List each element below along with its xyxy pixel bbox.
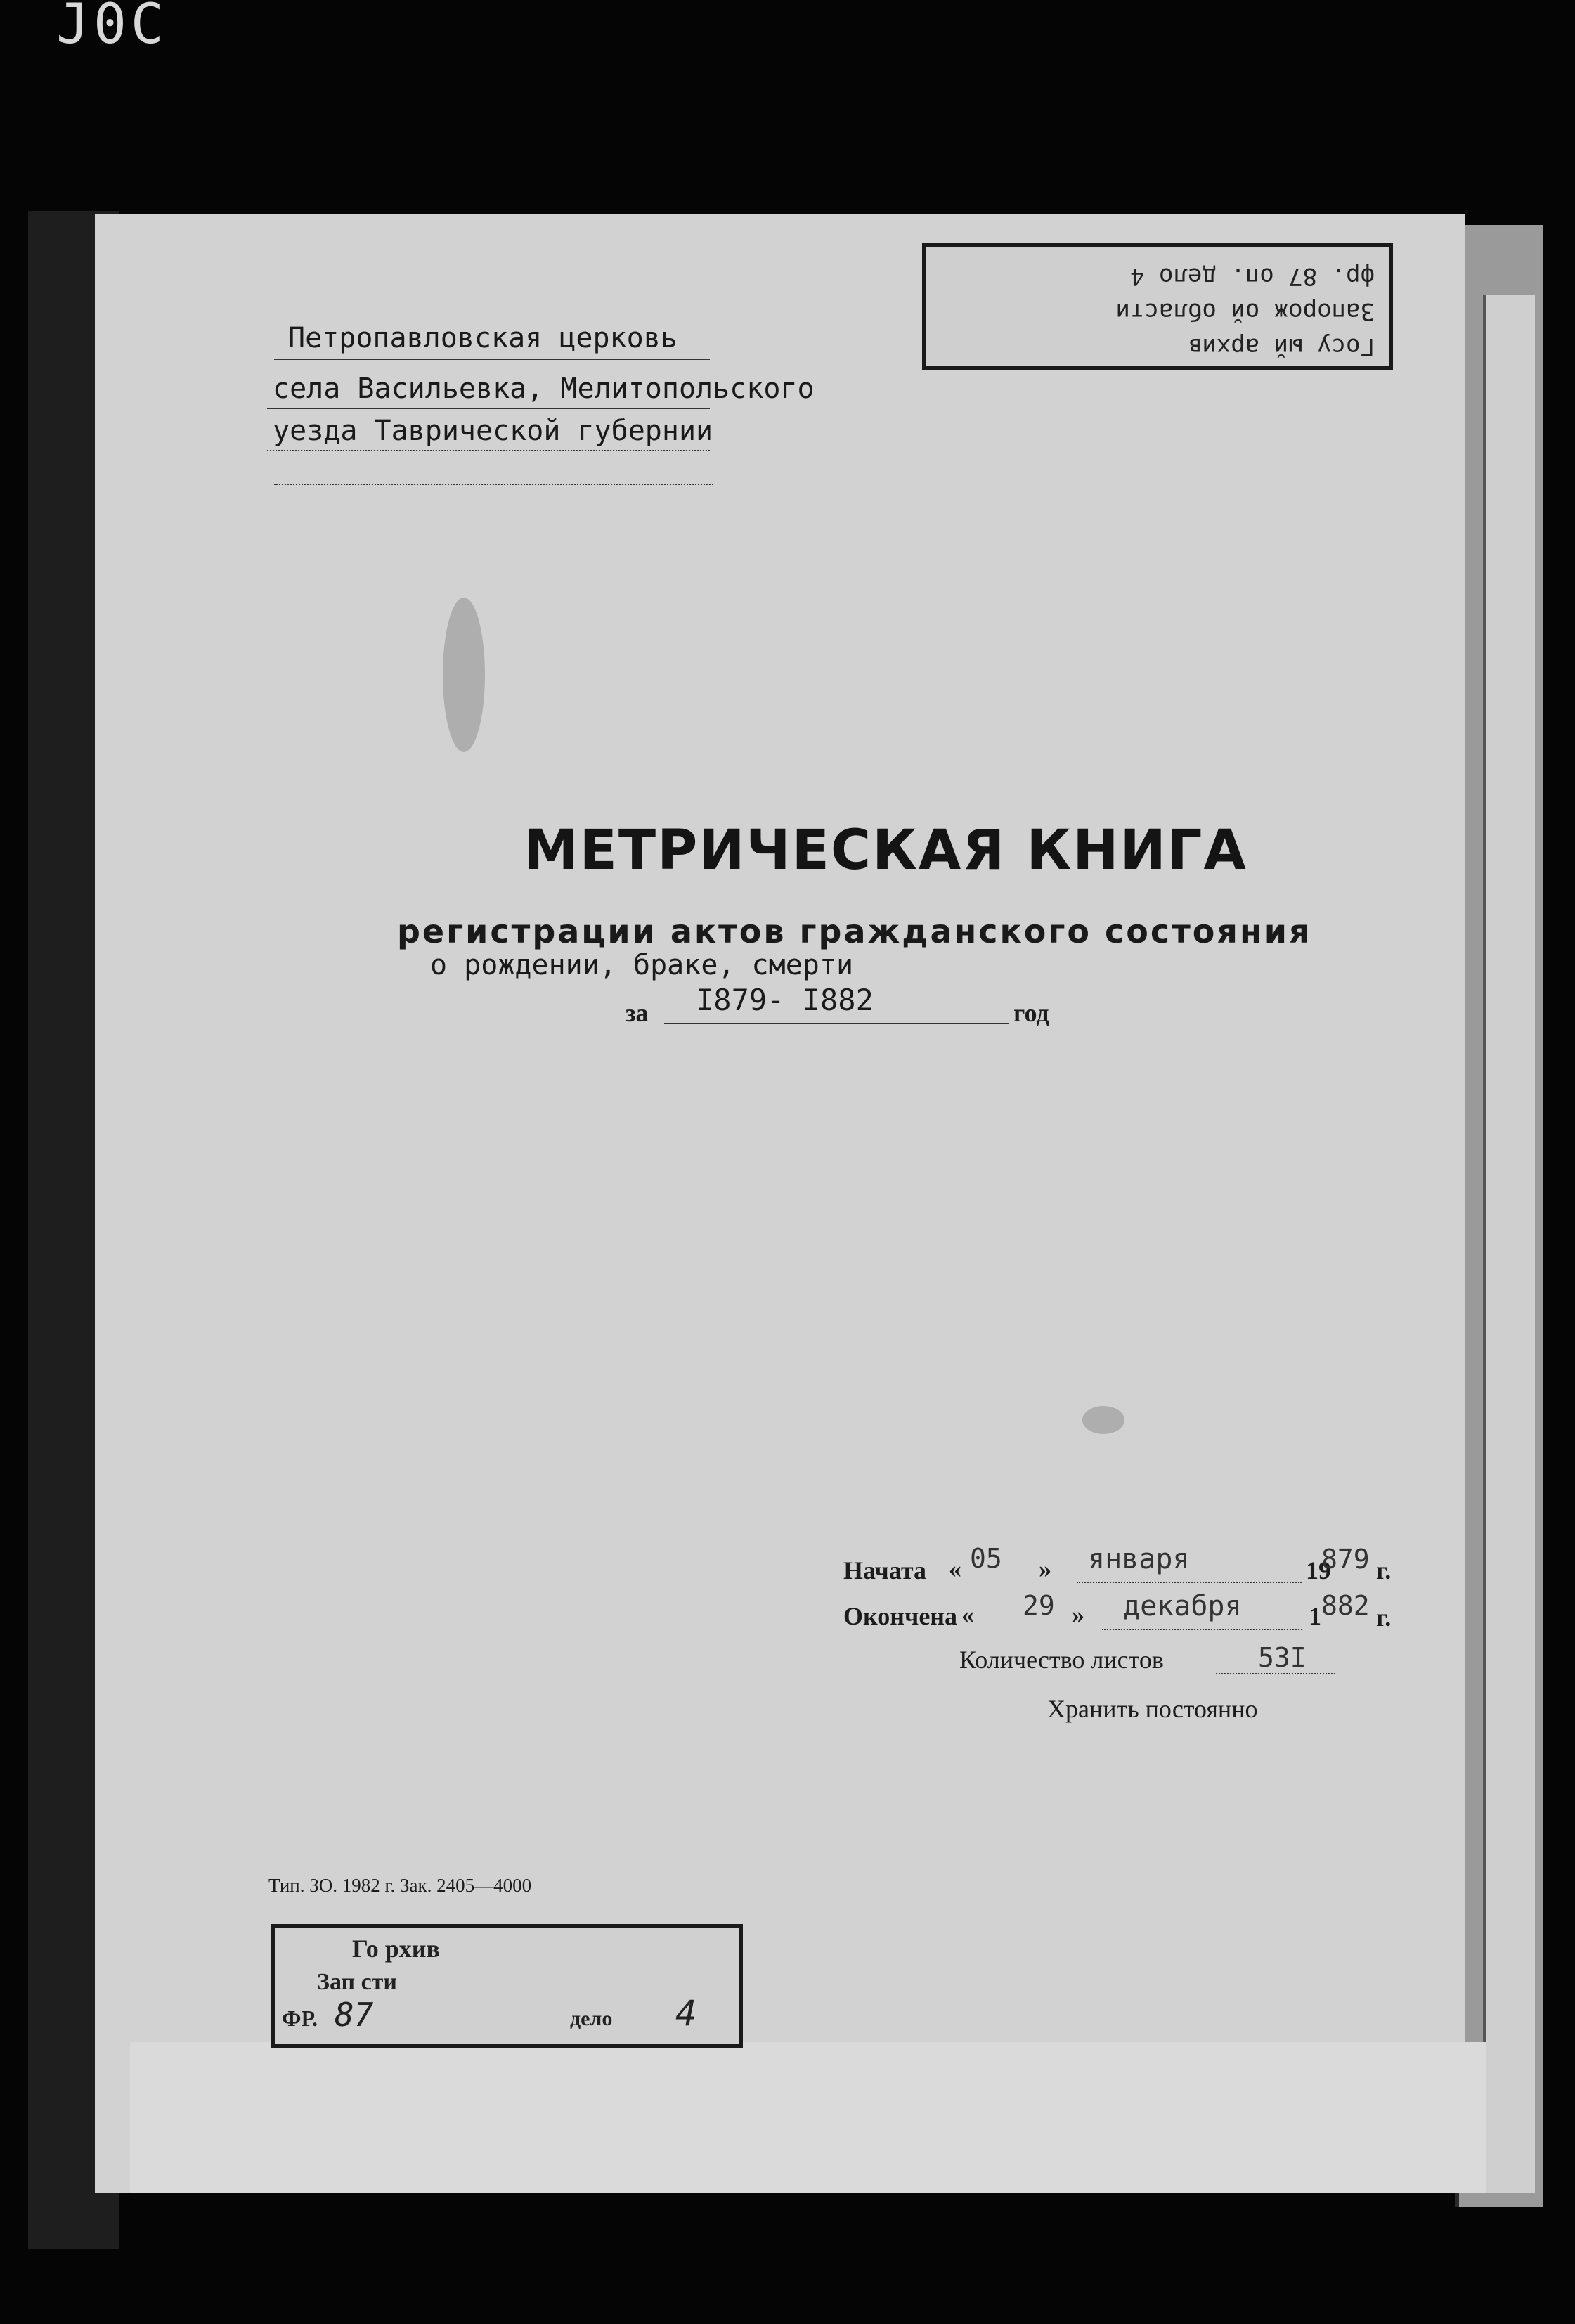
ended-month-rule <box>1102 1629 1302 1630</box>
ended-year-prefix: 1 <box>1309 1602 1321 1630</box>
ended-year: 882 <box>1321 1590 1370 1621</box>
started-close-quote: » <box>1039 1555 1051 1583</box>
ended-close-quote: » <box>1072 1601 1084 1629</box>
archive-stamp-top <box>922 243 1393 370</box>
ended-day: 29 <box>1023 1590 1055 1621</box>
started-month: января <box>1088 1543 1190 1575</box>
sheet-bottom-strip <box>130 2042 1486 2193</box>
document-subtitle-2: о рождении, браке, смерти <box>430 949 854 981</box>
church-line-1: Петропавловская церковь <box>288 322 678 354</box>
started-day: 05 <box>970 1543 1002 1574</box>
stamp-bottom-line-2: Зап сти <box>317 1969 397 1995</box>
started-year: 879 <box>1321 1544 1370 1575</box>
period-suffix: год <box>1013 999 1049 1027</box>
document-title: МЕТРИЧЕСКАЯ КНИГА <box>524 819 1247 882</box>
archive-stamp-bottom <box>271 1924 743 2048</box>
period-rule <box>664 1023 1009 1024</box>
started-suffix: г. <box>1376 1556 1392 1584</box>
stamp-bottom-line-1: Го рхив <box>352 1935 440 1963</box>
printer-imprint: Тип. ЗО. 1982 г. Зак. 2405—4000 <box>268 1875 532 1896</box>
smudge <box>1082 1406 1124 1434</box>
started-open-quote: « <box>949 1555 961 1583</box>
started-month-rule <box>1077 1582 1302 1583</box>
period-prefix: за <box>626 999 649 1027</box>
church-line-1-rule <box>274 359 710 360</box>
stamp-top-line-1: Госу ый архив <box>1187 333 1375 361</box>
sheets-value: 53I <box>1258 1642 1307 1673</box>
storage-note: Хранить постоянно <box>1047 1695 1258 1723</box>
ended-open-quote: « <box>961 1601 974 1629</box>
stamp-bottom-fond-label: ФР. <box>282 2006 318 2031</box>
document-subtitle: регистрации актов гражданского состояния <box>397 912 1312 950</box>
church-blank-rule <box>274 484 713 485</box>
church-line-2: села Васильевка, Мелитопольского <box>273 373 815 405</box>
ended-month: декабря <box>1123 1590 1242 1622</box>
church-line-2-rule <box>267 408 710 409</box>
stamp-bottom-delo-label: дело <box>570 2007 613 2030</box>
sheets-label: Количество листов <box>959 1646 1164 1674</box>
church-line-3: уезда Таврической губернии <box>273 415 713 447</box>
page-edges-inner <box>1483 295 1535 2193</box>
started-year-prefix: 19 <box>1306 1556 1331 1584</box>
smudge <box>443 598 485 752</box>
period-value: I879- I882 <box>696 983 874 1017</box>
stamp-bottom-fond: 87 <box>335 1996 374 2034</box>
started-label: Начата <box>843 1556 927 1584</box>
ended-label: Окончена <box>843 1602 958 1630</box>
corner-mark: J0C <box>56 0 168 56</box>
stamp-top-line-2: Запорож ой области <box>1115 297 1375 325</box>
stamp-top-line-3: фр. 87 оп. дело 4 <box>1130 262 1375 290</box>
sheets-rule <box>1216 1673 1335 1674</box>
church-line-3-rule <box>267 450 710 451</box>
stamp-bottom-delo: 4 <box>675 1993 697 2034</box>
ended-suffix: г. <box>1376 1603 1392 1632</box>
